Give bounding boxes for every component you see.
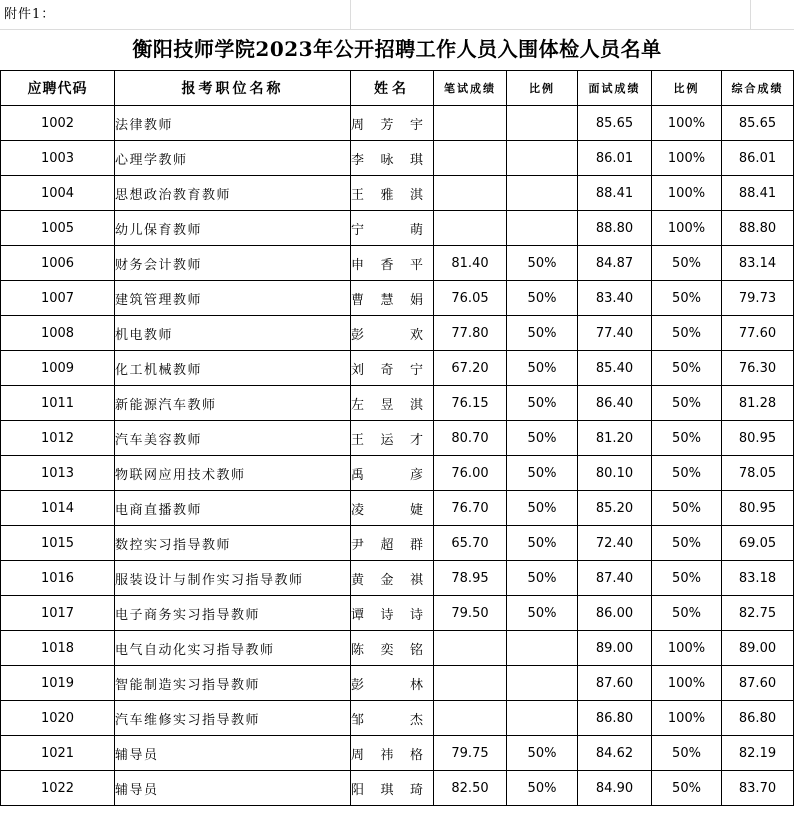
interview-score-cell: 85.20 — [578, 491, 652, 526]
interview-score-cell: 81.20 — [578, 421, 652, 456]
written-ratio-cell — [507, 141, 578, 176]
code-cell: 1015 — [1, 526, 115, 561]
table-row — [1, 211, 794, 246]
interview-score-cell: 80.10 — [578, 456, 652, 491]
code-cell: 1008 — [1, 316, 115, 351]
name-text: 周 祎 格 — [351, 747, 423, 763]
name-text: 宁 萌 — [351, 222, 423, 238]
name-cell — [351, 211, 434, 246]
interview-ratio-cell: 50% — [652, 491, 722, 526]
position-cell: 法律教师 — [115, 106, 351, 141]
position-cell: 化工机械教师 — [115, 351, 351, 386]
written-ratio-cell — [507, 211, 578, 246]
interview-ratio-cell: 50% — [652, 351, 722, 386]
written-ratio-cell — [507, 106, 578, 141]
interview-ratio-cell: 50% — [652, 281, 722, 316]
position-cell: 汽车美容教师 — [115, 421, 351, 456]
written-score-cell — [434, 701, 507, 736]
name-cell — [351, 561, 434, 596]
written-score-cell: 76.70 — [434, 491, 507, 526]
name-text: 李 咏 琪 — [351, 152, 423, 168]
interview-score-cell: 89.00 — [578, 631, 652, 666]
interview-ratio-cell: 50% — [652, 771, 722, 806]
total-score-cell: 85.65 — [722, 106, 794, 141]
interview-score-cell: 87.60 — [578, 666, 652, 701]
interview-ratio-cell: 50% — [652, 386, 722, 421]
name-text: 黄 金 祺 — [351, 572, 423, 588]
name-cell — [351, 456, 434, 491]
name-cell — [351, 141, 434, 176]
interview-ratio-cell: 50% — [652, 526, 722, 561]
interview-ratio-cell: 50% — [652, 316, 722, 351]
written-ratio-cell: 50% — [507, 771, 578, 806]
table-row — [1, 176, 794, 211]
table-row — [1, 666, 794, 701]
table-row — [1, 701, 794, 736]
written-ratio-cell: 50% — [507, 491, 578, 526]
table-row — [1, 631, 794, 666]
written-ratio-cell: 50% — [507, 386, 578, 421]
name-text: 陈 奕 铭 — [351, 642, 423, 658]
table-row — [1, 561, 794, 596]
code-cell: 1009 — [1, 351, 115, 386]
written-ratio-cell: 50% — [507, 561, 578, 596]
interview-ratio-cell: 50% — [652, 596, 722, 631]
interview-score-cell: 86.80 — [578, 701, 652, 736]
name-text: 邹 杰 — [351, 712, 423, 728]
name-cell — [351, 771, 434, 806]
name-cell — [351, 491, 434, 526]
position-cell: 智能制造实习指导教师 — [115, 666, 351, 701]
code-cell: 1017 — [1, 596, 115, 631]
position-cell: 数控实习指导教师 — [115, 526, 351, 561]
name-cell — [351, 631, 434, 666]
interview-score-cell: 83.40 — [578, 281, 652, 316]
name-text: 刘 奇 宁 — [351, 362, 423, 378]
name-text: 尹 超 群 — [351, 537, 423, 553]
header-position: 报考职位名称 — [115, 71, 351, 106]
table-row — [1, 351, 794, 386]
interview-score-cell: 85.65 — [578, 106, 652, 141]
written-ratio-cell: 50% — [507, 456, 578, 491]
table-row — [1, 141, 794, 176]
code-cell: 1018 — [1, 631, 115, 666]
written-ratio-cell: 50% — [507, 351, 578, 386]
code-cell: 1011 — [1, 386, 115, 421]
total-score-cell: 88.80 — [722, 211, 794, 246]
interview-score-cell: 88.80 — [578, 211, 652, 246]
header-written-score: 笔试成绩 — [434, 71, 507, 106]
name-text: 阳 琪 琦 — [351, 782, 423, 798]
total-score-cell: 79.73 — [722, 281, 794, 316]
name-text: 曹 慧 娟 — [351, 292, 423, 308]
written-score-cell — [434, 106, 507, 141]
code-cell: 1012 — [1, 421, 115, 456]
written-score-cell: 67.20 — [434, 351, 507, 386]
total-score-cell: 82.19 — [722, 736, 794, 771]
table-row — [1, 386, 794, 421]
table-row — [1, 771, 794, 806]
written-ratio-cell — [507, 666, 578, 701]
position-cell: 心理学教师 — [115, 141, 351, 176]
written-score-cell: 78.95 — [434, 561, 507, 596]
written-score-cell: 79.50 — [434, 596, 507, 631]
name-cell — [351, 421, 434, 456]
attachment-label: 附件1： — [4, 7, 56, 22]
code-cell: 1013 — [1, 456, 115, 491]
table-row — [1, 106, 794, 141]
position-cell: 辅导员 — [115, 771, 351, 806]
name-text: 左 昱 淇 — [351, 397, 423, 413]
written-ratio-cell: 50% — [507, 526, 578, 561]
code-cell: 1019 — [1, 666, 115, 701]
interview-score-cell: 84.62 — [578, 736, 652, 771]
code-cell: 1002 — [1, 106, 115, 141]
position-cell: 幼儿保育教师 — [115, 211, 351, 246]
position-cell: 电商直播教师 — [115, 491, 351, 526]
name-text: 王 运 才 — [351, 432, 423, 448]
interview-score-cell: 84.90 — [578, 771, 652, 806]
position-cell: 机电教师 — [115, 316, 351, 351]
total-score-cell: 82.75 — [722, 596, 794, 631]
table-row — [1, 526, 794, 561]
interview-score-cell: 86.01 — [578, 141, 652, 176]
total-score-cell: 69.05 — [722, 526, 794, 561]
code-cell: 1016 — [1, 561, 115, 596]
code-cell: 1006 — [1, 246, 115, 281]
name-cell — [351, 351, 434, 386]
position-cell: 电子商务实习指导教师 — [115, 596, 351, 631]
header-written-ratio: 比例 — [507, 71, 578, 106]
name-text: 彭 林 — [351, 677, 423, 693]
table-row — [1, 456, 794, 491]
written-score-cell: 76.05 — [434, 281, 507, 316]
name-cell — [351, 596, 434, 631]
total-score-cell: 83.14 — [722, 246, 794, 281]
written-ratio-cell — [507, 631, 578, 666]
written-ratio-cell: 50% — [507, 596, 578, 631]
name-cell — [351, 316, 434, 351]
interview-score-cell: 88.41 — [578, 176, 652, 211]
header-total-score: 综合成绩 — [722, 71, 794, 106]
interview-ratio-cell: 100% — [652, 141, 722, 176]
written-score-cell: 76.00 — [434, 456, 507, 491]
name-cell — [351, 701, 434, 736]
written-score-cell: 82.50 — [434, 771, 507, 806]
table-row — [1, 246, 794, 281]
header-interview-ratio: 比例 — [652, 71, 722, 106]
written-ratio-cell: 50% — [507, 281, 578, 316]
position-cell: 电气自动化实习指导教师 — [115, 631, 351, 666]
interview-ratio-cell: 100% — [652, 701, 722, 736]
name-cell — [351, 246, 434, 281]
written-score-cell — [434, 211, 507, 246]
name-cell — [351, 666, 434, 701]
interview-ratio-cell: 100% — [652, 631, 722, 666]
interview-ratio-cell: 100% — [652, 666, 722, 701]
written-score-cell — [434, 666, 507, 701]
header-interview-score: 面试成绩 — [578, 71, 652, 106]
total-score-cell: 80.95 — [722, 491, 794, 526]
table-row — [1, 596, 794, 631]
name-text: 彭 欢 — [351, 327, 423, 343]
interview-ratio-cell: 50% — [652, 561, 722, 596]
name-text: 禹 彦 — [351, 467, 423, 483]
interview-ratio-cell: 100% — [652, 106, 722, 141]
written-ratio-cell — [507, 701, 578, 736]
name-cell — [351, 106, 434, 141]
interview-score-cell: 84.87 — [578, 246, 652, 281]
total-score-cell: 86.80 — [722, 701, 794, 736]
total-score-cell: 80.95 — [722, 421, 794, 456]
total-score-cell: 83.70 — [722, 771, 794, 806]
code-cell: 1021 — [1, 736, 115, 771]
name-cell — [351, 736, 434, 771]
code-cell: 1020 — [1, 701, 115, 736]
total-score-cell: 76.30 — [722, 351, 794, 386]
written-score-cell — [434, 631, 507, 666]
written-score-cell: 76.15 — [434, 386, 507, 421]
total-score-cell: 88.41 — [722, 176, 794, 211]
position-cell: 辅导员 — [115, 736, 351, 771]
table-row — [1, 316, 794, 351]
position-cell: 思想政治教育教师 — [115, 176, 351, 211]
header-name: 姓名 — [351, 71, 434, 106]
candidate-table — [0, 70, 794, 806]
table-row — [1, 421, 794, 456]
table-row — [1, 491, 794, 526]
name-cell — [351, 176, 434, 211]
interview-ratio-cell: 50% — [652, 736, 722, 771]
table-row — [1, 736, 794, 771]
written-score-cell: 79.75 — [434, 736, 507, 771]
name-text: 申 香 平 — [351, 257, 423, 273]
header-code: 应聘代码 — [1, 71, 115, 106]
spreadsheet-gridlines — [0, 0, 794, 30]
position-cell: 建筑管理教师 — [115, 281, 351, 316]
interview-score-cell: 77.40 — [578, 316, 652, 351]
name-cell — [351, 281, 434, 316]
total-score-cell: 83.18 — [722, 561, 794, 596]
total-score-cell: 77.60 — [722, 316, 794, 351]
code-cell: 1003 — [1, 141, 115, 176]
written-ratio-cell: 50% — [507, 246, 578, 281]
interview-ratio-cell: 50% — [652, 421, 722, 456]
interview-ratio-cell: 50% — [652, 456, 722, 491]
written-score-cell: 65.70 — [434, 526, 507, 561]
interview-ratio-cell: 50% — [652, 246, 722, 281]
table-row — [1, 281, 794, 316]
position-cell: 服装设计与制作实习指导教师 — [115, 561, 351, 596]
name-text: 凌 婕 — [351, 502, 423, 518]
total-score-cell: 81.28 — [722, 386, 794, 421]
written-score-cell: 80.70 — [434, 421, 507, 456]
name-cell — [351, 386, 434, 421]
name-text: 周 芳 宇 — [351, 117, 423, 133]
written-ratio-cell: 50% — [507, 316, 578, 351]
written-score-cell — [434, 176, 507, 211]
table-header-row — [1, 71, 794, 106]
total-score-cell: 86.01 — [722, 141, 794, 176]
written-ratio-cell: 50% — [507, 421, 578, 456]
written-ratio-cell — [507, 176, 578, 211]
code-cell: 1014 — [1, 491, 115, 526]
interview-score-cell: 85.40 — [578, 351, 652, 386]
interview-score-cell: 86.40 — [578, 386, 652, 421]
total-score-cell: 78.05 — [722, 456, 794, 491]
name-cell — [351, 526, 434, 561]
interview-ratio-cell: 100% — [652, 176, 722, 211]
interview-score-cell: 87.40 — [578, 561, 652, 596]
written-score-cell: 77.80 — [434, 316, 507, 351]
page-title: 衡阳技师学院2023年公开招聘工作人员入围体检人员名单 — [132, 37, 662, 61]
code-cell: 1007 — [1, 281, 115, 316]
position-cell: 新能源汽车教师 — [115, 386, 351, 421]
position-cell: 汽车维修实习指导教师 — [115, 701, 351, 736]
code-cell: 1004 — [1, 176, 115, 211]
total-score-cell: 89.00 — [722, 631, 794, 666]
code-cell: 1005 — [1, 211, 115, 246]
written-score-cell: 81.40 — [434, 246, 507, 281]
position-cell: 财务会计教师 — [115, 246, 351, 281]
interview-ratio-cell: 100% — [652, 211, 722, 246]
name-text: 王 雅 淇 — [351, 187, 423, 203]
total-score-cell: 87.60 — [722, 666, 794, 701]
name-text: 谭 诗 诗 — [351, 607, 423, 623]
written-ratio-cell: 50% — [507, 736, 578, 771]
interview-score-cell: 72.40 — [578, 526, 652, 561]
position-cell: 物联网应用技术教师 — [115, 456, 351, 491]
written-score-cell — [434, 141, 507, 176]
interview-score-cell: 86.00 — [578, 596, 652, 631]
code-cell: 1022 — [1, 771, 115, 806]
